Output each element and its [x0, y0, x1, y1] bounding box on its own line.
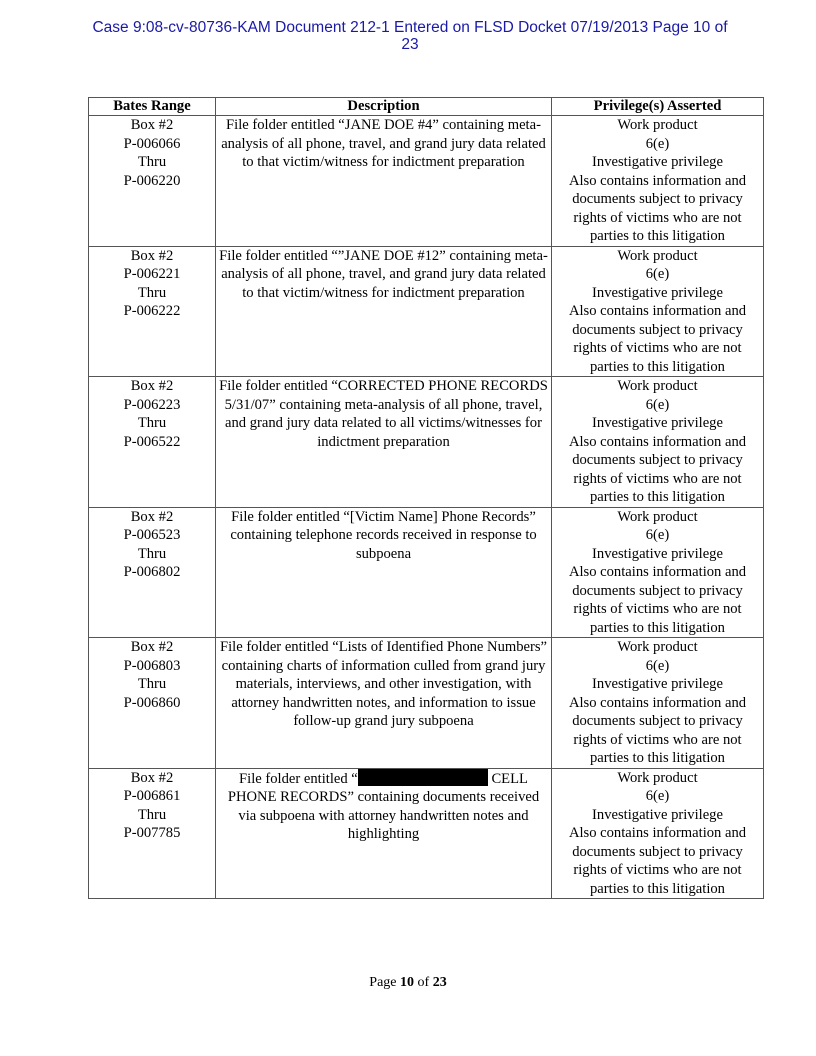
privileges-cell: [552, 246, 764, 377]
privileges-cell: [552, 377, 764, 508]
privileges-cell: [552, 116, 764, 247]
privilege-item: Also contains information and documents subject to privacy rights of victims who are not parties to this litigation: [568, 303, 747, 375]
column-header-privileges: Privilege(s) Asserted: [552, 98, 764, 116]
privilege-item: Work product: [617, 247, 698, 264]
privilege-item: Work product: [617, 117, 698, 133]
privilege-item: Work product: [617, 378, 698, 394]
privilege-item: Investigative privilege: [592, 676, 723, 692]
footer-of-word: of: [417, 975, 430, 990]
description-cell: [216, 768, 552, 899]
privilege-item: 6(e): [645, 527, 670, 543]
column-header-description: Description: [216, 98, 552, 116]
bates-end: P-006522: [123, 433, 181, 450]
docket-header: [40, 19, 780, 53]
privilege-item: Also contains information and documents subject to privacy rights of victims who are not parties to this litigation: [568, 433, 747, 505]
privilege-item: Also contains information and documents subject to privacy rights of victims who are not parties to this litigation: [568, 564, 747, 636]
bates-box: Box #2: [130, 247, 174, 264]
description-cell: File folder entitled “JANE DOE #4” containing meta-analysis of all phone, travel, and grand jury data related to that victim/witness for indictment preparation: [216, 116, 552, 247]
privilege-item: Also contains information and documents subject to privacy rights of victims who are not parties to this litigation: [568, 694, 747, 766]
bates-thru: Thru: [137, 284, 167, 301]
description-cell: File folder entitled “CORRECTED PHONE RECORDS 5/31/07” containing meta-analysis of all phone, travel, and grand jury data related to all victims/witnesses for indictment preparation: [216, 377, 552, 508]
bates-thru: Thru: [137, 676, 167, 692]
docket-header-line2: 23: [401, 36, 419, 53]
docket-header-line1: Case 9:08-cv-80736-KAM Document 212-1 Entered on FLSD Docket 07/19/2013 Page 10 of: [92, 19, 728, 36]
bates-start: P-006803: [123, 657, 181, 674]
bates-start: P-006223: [123, 396, 181, 413]
table-header-row: [89, 98, 764, 116]
privilege-item: Investigative privilege: [592, 806, 723, 823]
bates-box: Box #2: [130, 378, 174, 394]
privilege-item: 6(e): [645, 135, 670, 152]
description-prefix: File folder entitled “: [239, 770, 358, 787]
bates-cell: [89, 768, 216, 899]
bates-cell: [89, 246, 216, 377]
description-cell: File folder entitled “Lists of Identified Phone Numbers” containing charts of information culled from grand jury materials, interviews, and other investigation, with attorney handwritten notes, and information to issue follow-up grand jury subpoena: [216, 638, 552, 769]
privilege-item: Investigative privilege: [592, 545, 723, 562]
privilege-item: Work product: [617, 769, 698, 786]
bates-cell: [89, 377, 216, 508]
table-row: [89, 246, 764, 377]
bates-thru: Thru: [137, 154, 167, 170]
bates-end: P-007785: [123, 825, 181, 841]
bates-box: Box #2: [130, 769, 174, 786]
bates-thru: Thru: [137, 545, 167, 562]
privileges-cell: [552, 638, 764, 769]
description-suffix: CELL PHONE RECORDS” containing documents received via subpoena with attorney handwritten notes and highlighting: [227, 770, 540, 842]
bates-box: Box #2: [130, 117, 174, 133]
page-footer: [0, 975, 816, 991]
column-header-bates: Bates Range: [89, 98, 216, 116]
table-row: [89, 768, 764, 899]
description-cell: File folder entitled “[Victim Name] Phone Records” containing telephone records received in response to subpoena: [216, 507, 552, 638]
bates-thru: Thru: [137, 806, 167, 823]
bates-cell: [89, 638, 216, 769]
table-row: [89, 638, 764, 769]
privilege-item: Also contains information and documents subject to privacy rights of victims who are not parties to this litigation: [568, 825, 747, 897]
privilege-item: Investigative privilege: [592, 415, 723, 431]
privileges-cell: [552, 507, 764, 638]
privilege-item: Also contains information and documents subject to privacy rights of victims who are not parties to this litigation: [568, 172, 747, 244]
table-row: [89, 377, 764, 508]
bates-cell: [89, 116, 216, 247]
privilege-item: Investigative privilege: [592, 284, 723, 301]
bates-start: P-006861: [123, 788, 181, 804]
redaction-block: [358, 769, 488, 786]
footer-page-number: 10: [400, 975, 415, 990]
bates-start: P-006221: [123, 266, 181, 282]
privilege-item: Investigative privilege: [592, 154, 723, 170]
privileges-cell: [552, 768, 764, 899]
privilege-item: 6(e): [645, 266, 670, 282]
privilege-item: Work product: [617, 639, 698, 655]
bates-box: Box #2: [130, 639, 174, 655]
footer-page-total: 23: [432, 975, 447, 990]
bates-end: P-006860: [123, 694, 181, 711]
bates-box: Box #2: [130, 508, 174, 525]
bates-cell: [89, 507, 216, 638]
privilege-item: 6(e): [645, 788, 670, 804]
bates-thru: Thru: [137, 415, 167, 431]
bates-end: P-006220: [123, 172, 181, 189]
bates-end: P-006802: [123, 564, 181, 580]
table-row: [89, 116, 764, 247]
description-cell: File folder entitled “”JANE DOE #12” containing meta-analysis of all phone, travel, and grand jury data related to that victim/witness for indictment preparation: [216, 246, 552, 377]
privilege-item: 6(e): [645, 396, 670, 413]
bates-end: P-006222: [123, 303, 181, 319]
privilege-item: 6(e): [645, 657, 670, 674]
privilege-item: Work product: [617, 508, 698, 525]
footer-page-word: Page: [369, 975, 397, 990]
bates-start: P-006066: [123, 135, 181, 152]
table-row: [89, 507, 764, 638]
privilege-log-table: [88, 97, 764, 899]
bates-start: P-006523: [123, 527, 181, 543]
